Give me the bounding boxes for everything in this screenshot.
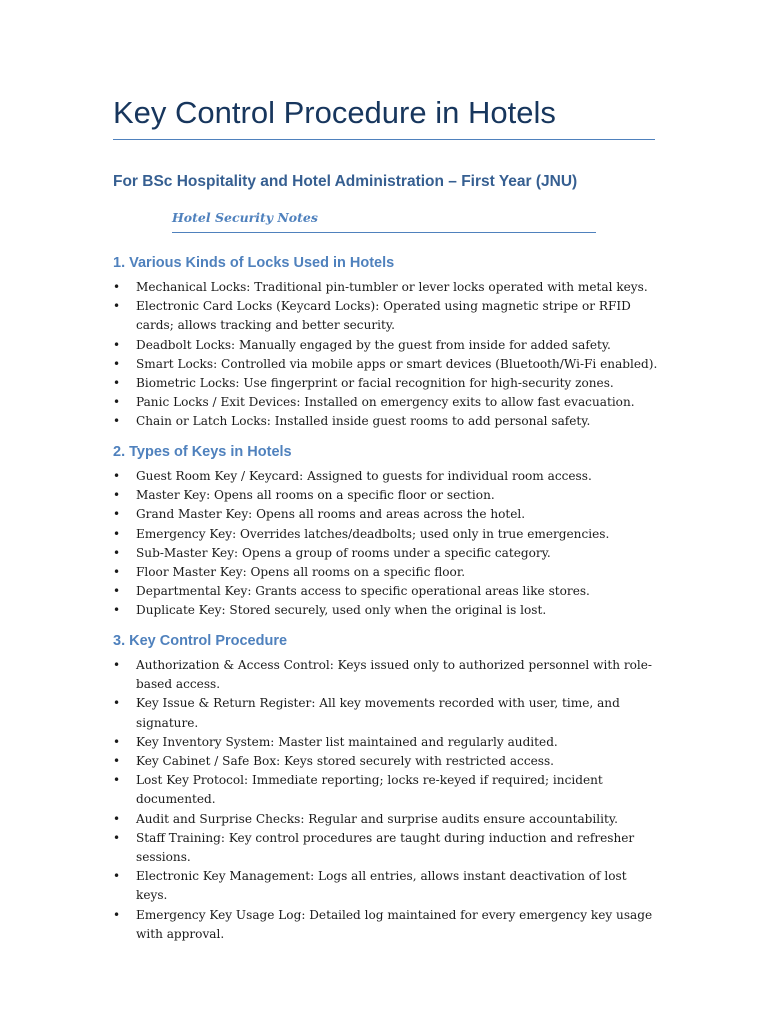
list-item-text: Biometric Locks: Use fingerprint or facial recognition for high-security zones. xyxy=(136,376,614,391)
bullet-icon: • xyxy=(113,395,121,410)
security-notes-label: Hotel Security Notes xyxy=(172,210,318,225)
list-item-text: Panic Locks / Exit Devices: Installed on emergency exits to allow fast evacuation. xyxy=(136,395,635,410)
bullet-icon: • xyxy=(113,603,121,618)
bullet-icon: • xyxy=(113,830,121,845)
list-item-text: Electronic Key Management: Logs all entries, allows instant deactivation of lost keys. xyxy=(136,869,627,903)
list-item-text: Audit and Surprise Checks: Regular and surprise audits ensure accountability. xyxy=(136,811,618,826)
list-item xyxy=(113,412,658,431)
list-item xyxy=(113,867,658,905)
section-heading: 1. Various Kinds of Locks Used in Hotels xyxy=(113,255,395,271)
list-item-text: Key Issue & Return Register: All key movements recorded with user, time, and signature. xyxy=(136,696,620,730)
list-item-text: Grand Master Key: Opens all rooms and areas across the hotel. xyxy=(136,507,526,522)
list-item xyxy=(113,297,658,335)
list-item xyxy=(113,829,658,867)
list-item xyxy=(113,582,658,601)
bullet-icon: • xyxy=(113,754,121,769)
list-item-text: Floor Master Key: Opens all rooms on a specific floor. xyxy=(136,565,466,580)
list-item-text: Sub-Master Key: Opens a group of rooms under a specific category. xyxy=(136,545,551,560)
bullet-icon: • xyxy=(113,565,121,580)
bullet-icon: • xyxy=(113,414,121,429)
list-item-text: Authorization & Access Control: Keys issued only to authorized personnel with role-based access. xyxy=(136,658,653,692)
bullet-list xyxy=(113,467,658,621)
list-item xyxy=(113,771,658,809)
bullet-icon: • xyxy=(113,734,121,749)
list-item-text: Staff Training: Key control procedures are taught during induction and refresher sessions. xyxy=(136,830,635,865)
bullet-icon: • xyxy=(113,545,121,560)
bullet-icon: • xyxy=(113,773,121,788)
bullet-list xyxy=(113,656,658,944)
list-item xyxy=(113,810,658,829)
bullet-icon: • xyxy=(113,356,121,371)
title-underline xyxy=(113,139,655,140)
list-item xyxy=(113,486,658,505)
list-item-text: Key Inventory System: Master list maintained and regularly audited. xyxy=(136,734,558,749)
bullet-icon: • xyxy=(113,280,121,294)
list-item-text: Chain or Latch Locks: Installed inside guest rooms to add personal safety. xyxy=(136,414,591,429)
bullet-icon: • xyxy=(113,658,121,672)
bullet-icon: • xyxy=(113,526,121,541)
bullet-icon: • xyxy=(113,507,121,522)
list-item-text: Duplicate Key: Stored securely, used only when the original is lost. xyxy=(136,603,547,618)
list-item xyxy=(113,393,658,412)
list-item-text: Departmental Key: Grants access to specific operational areas like stores. xyxy=(136,584,590,599)
list-item-text: Mechanical Locks: Traditional pin-tumbler or lever locks operated with metal keys. xyxy=(136,280,648,294)
list-item xyxy=(113,525,658,544)
list-item-text: Electronic Card Locks (Keycard Locks): Operated using magnetic stripe or RFID cards; allows tracking and better security. xyxy=(136,299,631,333)
section-heading: 3. Key Control Procedure xyxy=(113,633,288,649)
list-item xyxy=(113,505,658,524)
list-item xyxy=(113,336,658,355)
bullet-icon: • xyxy=(113,696,121,711)
list-item xyxy=(113,563,658,582)
list-item xyxy=(113,906,658,944)
list-item-text: Master Key: Opens all rooms on a specific floor or section. xyxy=(136,488,495,503)
list-item xyxy=(113,544,658,563)
list-item-text: Smart Locks: Controlled via mobile apps or smart devices (Bluetooth/Wi-Fi enabled). xyxy=(136,356,658,371)
bullet-icon: • xyxy=(113,811,121,826)
bullet-icon: • xyxy=(113,907,121,922)
list-item-text: Emergency Key Usage Log: Detailed log maintained for every emergency key usage with approval. xyxy=(136,907,653,941)
list-item xyxy=(113,694,658,732)
list-item xyxy=(113,278,658,297)
bullet-icon: • xyxy=(113,337,121,352)
list-item xyxy=(113,656,658,694)
section-key-control xyxy=(113,631,658,944)
section-keys xyxy=(113,442,658,621)
list-item xyxy=(113,752,658,771)
section-heading: 2. Types of Keys in Hotels xyxy=(113,444,292,460)
list-item xyxy=(113,374,658,393)
list-item-text: Guest Room Key / Keycard: Assigned to guests for individual room access. xyxy=(136,469,592,483)
bullet-icon: • xyxy=(113,469,121,483)
bullet-list xyxy=(113,278,658,432)
notes-underline xyxy=(172,232,596,233)
list-item-text: Lost Key Protocol: Immediate reporting; locks re-keyed if required; incident documented. xyxy=(136,773,603,807)
document-subtitle: For BSc Hospitality and Hotel Administration – First Year (JNU) xyxy=(113,173,578,190)
list-item-text: Deadbolt Locks: Manually engaged by the guest from inside for added safety. xyxy=(136,337,611,352)
list-item xyxy=(113,355,658,374)
list-item xyxy=(113,733,658,752)
bullet-icon: • xyxy=(113,584,121,599)
bullet-icon: • xyxy=(113,376,121,391)
list-item-text: Emergency Key: Overrides latches/deadbolts; used only in true emergencies. xyxy=(136,526,610,541)
section-locks xyxy=(113,253,658,432)
bullet-icon: • xyxy=(113,488,121,503)
bullet-icon: • xyxy=(113,869,121,884)
bullet-icon: • xyxy=(113,299,121,314)
document-title: Key Control Procedure in Hotels xyxy=(113,95,556,130)
list-item xyxy=(113,467,658,486)
list-item-text: Key Cabinet / Safe Box: Keys stored securely with restricted access. xyxy=(136,754,555,769)
list-item xyxy=(113,601,658,620)
